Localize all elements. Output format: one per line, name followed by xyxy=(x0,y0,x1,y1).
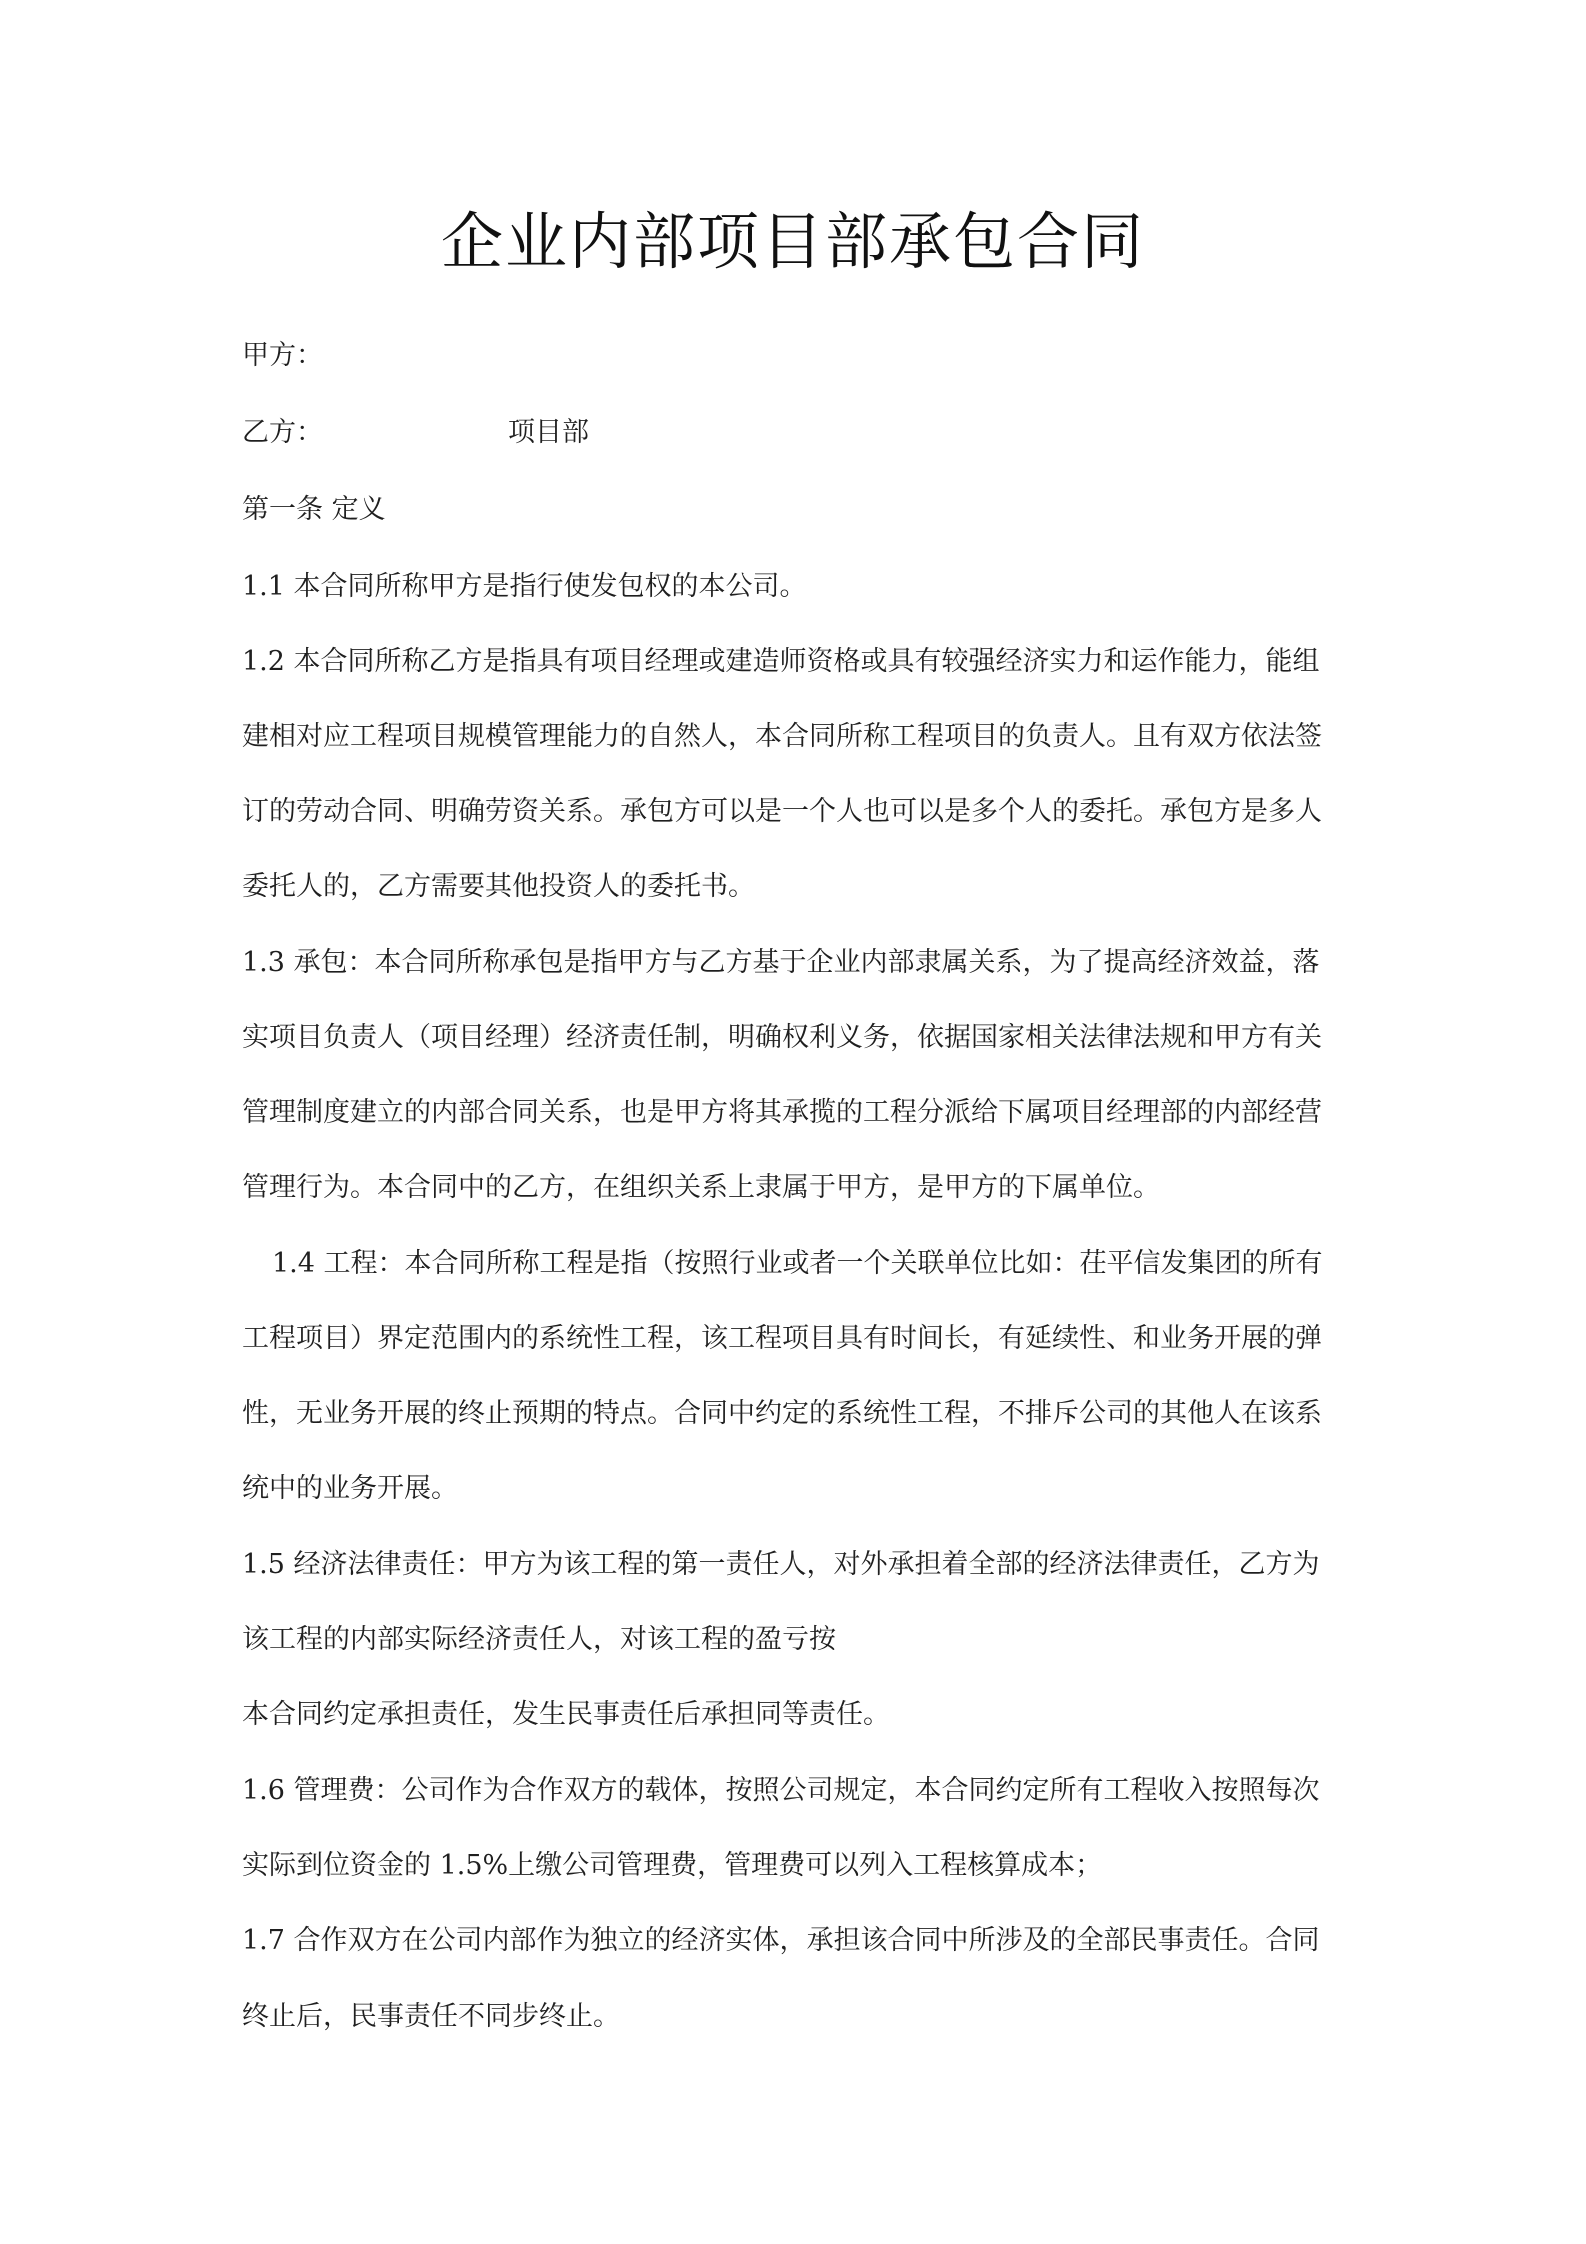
clause-line: 委托人的，乙方需要其他投资人的委托书。 xyxy=(242,871,755,902)
document-title: 企业内部项目部承包合同 xyxy=(440,205,1145,278)
clause-line: 1.2 本合同所称乙方是指具有项目经理或建造师资格或具有较强经济实力和运作能力，能组 xyxy=(242,646,1320,677)
clause-line: 1.1 本合同所称甲方是指行使发包权的本公司。 xyxy=(242,571,807,602)
clause-line: 管理行为。本合同中的乙方，在组织关系上隶属于甲方，是甲方的下属单位。 xyxy=(242,1172,1160,1203)
clause-line: 实际到位资金的 1.5%上缴公司管理费，管理费可以列入工程核算成本； xyxy=(242,1850,1103,1881)
clause-line: 工程项目）界定范围内的系统性工程，该工程项目具有时间长，有延续性、和业务开展的弹 xyxy=(242,1323,1322,1354)
clause-line: 实项目负责人（项目经理）经济责任制，明确权利义务，依据国家相关法律法规和甲方有关 xyxy=(242,1022,1322,1053)
clause-line: 性，无业务开展的终止预期的特点。合同中约定的系统性工程，不排斥公司的其他人在该系 xyxy=(242,1398,1322,1429)
article-heading: 第一条 定义 xyxy=(242,494,386,525)
clause-line: 该工程的内部实际经济责任人，对该工程的盈亏按 xyxy=(242,1624,836,1655)
clause-line: 管理制度建立的内部合同关系，也是甲方将其承揽的工程分派给下属项目经理部的内部经营 xyxy=(242,1097,1322,1128)
clause-line: 订的劳动合同、明确劳资关系。承包方可以是一个人也可以是多个人的委托。承包方是多人 xyxy=(242,796,1322,827)
clause-line: 终止后，民事责任不同步终止。 xyxy=(242,2001,620,2032)
clause-line: 1.3 承包：本合同所称承包是指甲方与乙方基于企业内部隶属关系，为了提高经济效益，落 xyxy=(242,947,1320,978)
clause-line: 1.6 管理费：公司作为合作双方的载体，按照公司规定，本合同约定所有工程收入按照每次 xyxy=(242,1775,1320,1806)
clause-line: 1.4 工程：本合同所称工程是指（按照行业或者一个关联单位比如：茌平信发集团的所有 xyxy=(272,1248,1323,1279)
party-a-label: 甲方： xyxy=(242,340,323,371)
party-b-label: 乙方： xyxy=(242,417,323,448)
clause-line: 本合同约定承担责任，发生民事责任后承担同等责任。 xyxy=(242,1699,890,1730)
party-b-value: 项目部 xyxy=(508,417,589,448)
clause-line: 统中的业务开展。 xyxy=(242,1473,458,1504)
clause-line: 1.5 经济法律责任：甲方为该工程的第一责任人，对外承担着全部的经济法律责任，乙方为 xyxy=(242,1549,1320,1580)
clause-line: 建相对应工程项目规模管理能力的自然人，本合同所称工程项目的负责人。且有双方依法签 xyxy=(242,721,1322,752)
clause-line: 1.7 合作双方在公司内部作为独立的经济实体，承担该合同中所涉及的全部民事责任。合同 xyxy=(242,1925,1320,1956)
